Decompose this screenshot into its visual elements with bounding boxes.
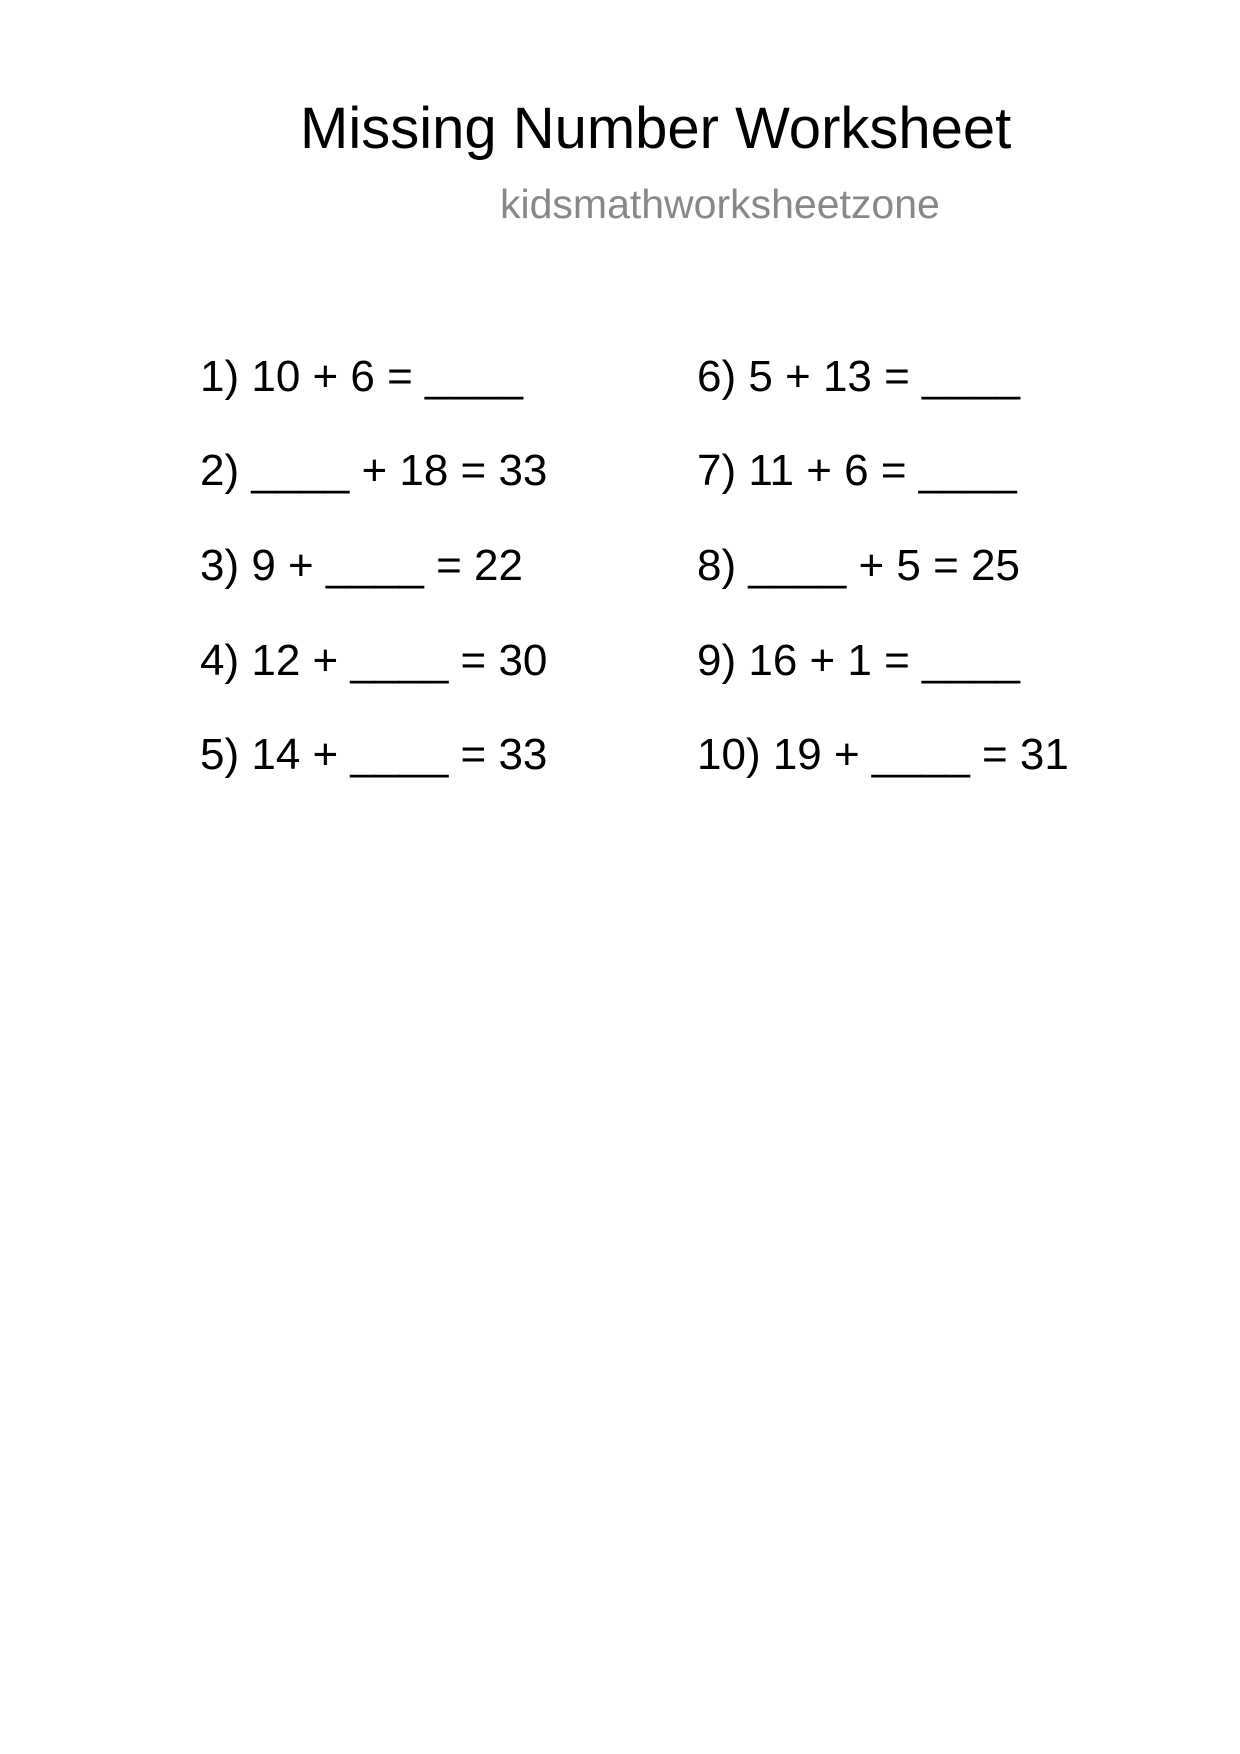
problem-1: 1) 10 + 6 = ____: [200, 352, 523, 401]
problem-2: 2) ____ + 18 = 33: [200, 446, 548, 495]
problem-5: 5) 14 + ____ = 33: [200, 730, 548, 779]
problem-3: 3) 9 + ____ = 22: [200, 541, 523, 590]
problem-6: 6) 5 + 13 = ____: [697, 352, 1020, 401]
problem-4: 4) 12 + ____ = 30: [200, 636, 548, 685]
problem-8: 8) ____ + 5 = 25: [697, 541, 1020, 590]
worksheet-subtitle: kidsmathworksheetzone: [500, 181, 940, 227]
problem-7: 7) 11 + 6 = ____: [697, 446, 1017, 495]
worksheet-title: Missing Number Worksheet: [300, 96, 1012, 161]
problem-9: 9) 16 + 1 = ____: [697, 636, 1020, 685]
problem-10: 10) 19 + ____ = 31: [697, 730, 1069, 779]
